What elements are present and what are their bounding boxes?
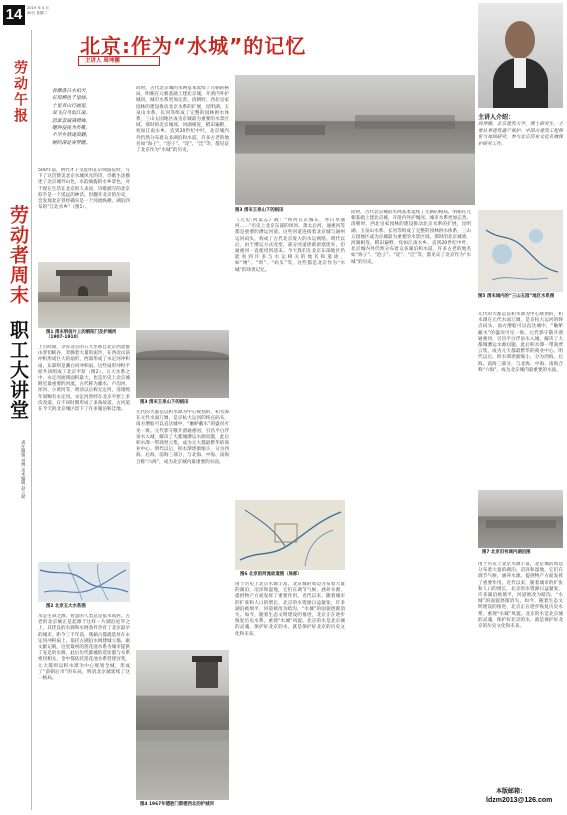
photo-3-caption: 图3 清末王泉山下的稻田	[140, 400, 189, 405]
page-number: 14	[5, 6, 23, 23]
section-name: 劳动者周末	[7, 205, 29, 305]
poem-line: 不尽乡情逐浪翻,	[52, 133, 88, 139]
editors: 责任编辑 刘博 美术编辑 赵立斌	[21, 440, 27, 499]
photo-7-three-hills-map	[478, 210, 563, 292]
paper-name: 劳动午报	[12, 60, 28, 124]
author-bio: 周坤鹏，北京建筑大学，博士研究生，主要从事建筑遗产保护、中国古建筑工程修复与加固研究。参与北京历史文化名城保护研究工作。	[478, 122, 563, 147]
photo-1-caption: 图1 清末明信片上的朝阳门及护城河（1907-1910）	[46, 330, 117, 341]
body-column-1: 上古时期，孕育北京的五大水系自北京西北群山穿切峡谷，奔腾着大量的泥沙，在西北山前冲积形成巨大的扇形，西部形成了永定河冲积扇，东部则是潮白河冲积扇，这些扇形冲积平原共同组成了北京平原（图2）。五大水系之中，永定河流域面积最大，也是历史上北京城附近最重要的河流。古代称为漯水、卢沟河、浑河、小黄河等，明清以后称无定河，清康熙年间赐名永定河。永定河曾经在北京平原上多次改道，在不同时期形成了多条故道，古河道在今天的北京城区留下了许多湖泊和洼地。	[38, 345, 130, 413]
photo-1-postcard	[38, 262, 130, 328]
body-column-8: 元代的大都是以积水潭为中心规划的，积水潭在元代水面辽阔，是京杭大运河的终点码头，南方漕船可以直达城中，“舳舻蔽水”的盛况可见一斑。元代郭守敬开凿通惠河，引昌平白浮泉水入城，解决了大都城漕运水源问题，此后积水潭一带商贾云集，成为元大都最繁华的商业中心。明代以后，积水潭逐渐缩小，分为西海、后海、前海三部分，与北海、中海、南海合称“六海”，成为北京城内最重要的水面。	[478, 312, 563, 373]
photo-6-caption: 图6 北京的河流故道图（局部）	[240, 572, 302, 577]
poem-line: 长堤柳色千里绿。	[52, 96, 91, 102]
photo-8-old-lake	[478, 490, 563, 548]
body-column-3: 同时，古代北京城的水网基本延续了元朝的格局。明朝在元朝基础上建北京城，开凿内外护城河，城市水系更加完善。清朝时，西北皇家园林的建设推动北京水系的扩展，昆明湖、玉泉山水系、长河等组成了完整的园林供水体系，三山五园地区成为京城最为重要的水景区域。那时的北京城郊，河湖相连，稻田遍野，宛如江南水乡。直到20世纪中叶，北京城内外仍然分布着众多湖泊和水道，许多古老的地名如“海子”、“泡子”、“淀”、“洼”等，都见证了北京作为“水城”的历史。	[136, 86, 229, 154]
poem-line: 曙钟侵夜为传歌,	[52, 126, 88, 132]
body-column-7: 同时，古代北京城的水网基本延续了元朝的格局。明朝在元朝基础上建北京城，开凿内外护城河，城市水系更加完善。清朝时，西北皇家园林的建设推动北京水系的扩展，昆明湖、玉泉山水系、长河等组成了完整的园林供水体系，三山五园地区成为京城最为重要的水景区域。那时的北京城郊，河湖相连，稻田遍野，宛如江南水乡。直到20世纪中叶，北京城内外仍然分布着众多湖泊和水道，许多古老的地名如“海子”、“泡子”、“淀”、“洼”等，都见证了北京作为“水城”的历史。	[351, 210, 471, 265]
poem-line: 思家忽涌满襟袖,	[52, 118, 88, 124]
poem-line: 双飞白鸟似江南。	[52, 111, 91, 117]
old-river-map-graphic	[235, 500, 345, 570]
river-map-graphic	[38, 562, 130, 602]
subsection-name: 职工大讲堂	[7, 320, 29, 420]
article-title: 北京:作为“水城”的记忆	[80, 34, 307, 58]
date-line: 2019年4月30日 星期二	[27, 6, 49, 15]
photo-7-caption: 图5 清末城内的“三山五园”地区水系图	[478, 294, 555, 299]
body-column-4: 元代的大都是以积水潭为中心规划的，积水潭在元代水面辽阔，是京杭大运河的终点码头，南方漕船可以直达城中，“舳舻蔽水”的盛况可见一斑。元代郭守敬开凿通惠河，引昌平白浮泉水入城，解决了大都城漕运水源问题，此后积水潭一带商贾云集，成为元大都最繁华的商业中心。明代以后，积水潭逐渐缩小，分为西海、后海、前海三部分，与北海、中海、南海合称“六海”，成为北京城内最重要的水面。	[136, 410, 229, 465]
photo-2-river-map	[38, 562, 130, 602]
photo-3-rice-field	[136, 330, 229, 398]
poem-line: 春潮落日水拍天,	[52, 89, 88, 94]
body-column-5: 《元史·河渠志》载：“坝河在京城东，亦曰阜通河……”历史上北京东部的坝河、萧太后河、通惠河等都是重要的漕运河道。这些河道连接着北京城与通州运河码头，构成了古代北京庞大的水运网络。明代以后，由于漕运方式改变，部分河道逐渐淤塞废弃，但通惠河一直使用到清末。今天我们在北京东部地区仍能看到许多与水运相关的地名和遗迹，如“闸”、“坝”、“码头”等，这些都是北京作为“水城”的珍贵记忆。	[235, 218, 345, 273]
intro-text: 500年前，明代才子文征明在京师游玩时，写下了这首赞美北京水城风光的诗，诗歌生动描述了北京城外山色、水韵旖旎的水乡景色。对于现在生活在北京的人来说，诗歌描写的北京似乎是一个遥远的神话。但翻开北京的历史，会发现北京曾经确实是一个河流纵横、湖泊四布的“江北水乡”（图1）。	[38, 168, 130, 211]
mailbox-label: 本版邮箱：	[496, 788, 527, 795]
poem	[46, 88, 126, 168]
mailbox-address[interactable]: ldzm2013@126.com	[486, 797, 553, 804]
author-bio-label: 主讲人介绍：	[478, 114, 515, 121]
body-column-2: 水是生命之源，智慧的人类总是依水而居。古老的北京城正是起源于这样一片湖泊星罗之上，其优良的水源和水网条件孕育了北京最早的城市。距今三千年前，燕蓟古都就选址在永定河冲积扇上，依托古湖泊水网建城立都。据文献记载，这里最初的莲花池水系为城市提供了充足的水源，此后历代都城的选址都与水系密切相关，金中都依托莲花池水系营建宫苑，元大都则以积水潭为中心规划全城，形成了“前朝后市”的布局，明清北京城延续了这一格局。	[38, 614, 130, 682]
poem-line: 婉约深处客梦醒。	[52, 140, 91, 146]
page-number-box	[3, 5, 25, 25]
body-column-6: 由于历史上北京水源丰富，北京城的周边分布着大量的湖泊、沼泽和湿地，它们在调节气候、涵养水源、提供物产方面发挥了重要作用。近代以来，随着城市的扩张和人口的增长，北京的水资源日益紧张，许多湖泊被填平，河道被改为暗沟，“水城”的面貌逐渐消失。如今，随着生态文明建设的推进，北京正在逐步恢复历史水系，重现“水城”风貌。北京的水是北京城的灵魂，保护好北京的水，就是保护好北京的历史文化和未来。	[235, 582, 345, 637]
photo-4-caption: 图4 1967年德胜门箭楼西北的护城河	[140, 802, 214, 807]
photo-4-moat	[136, 650, 229, 800]
photo-5-paddy-aerial	[235, 75, 475, 205]
photo-8-caption: 图7 北京旧有城内湖泊图	[482, 550, 531, 555]
speaker-label: 主讲人 周坤鹏	[85, 58, 120, 64]
photo-5-caption: 图3 清末王泉山下的稻田	[235, 208, 284, 213]
speaker-label-box	[78, 56, 160, 66]
left-divider	[31, 30, 32, 810]
photo-2-caption: 图2 北京五大水系图	[46, 604, 86, 609]
body-column-9: 由于历史上北京水源丰富，北京城的周边分布着大量的湖泊、沼泽和湿地，它们在调节气候、涵养水源、提供物产方面发挥了重要作用。近代以来，随着城市的扩张和人口的增长，北京的水资源日益紧张，许多湖泊被填平，河道被改为暗沟，“水城”的面貌逐渐消失。如今，随着生态文明建设的推进，北京正在逐步恢复历史水系，重现“水城”风貌。北京的水是北京城的灵魂，保护好北京的水，就是保护好北京的历史文化和未来。	[478, 562, 563, 630]
photo-6-river-map	[235, 500, 345, 570]
poem-line: 十里青山行画里,	[52, 103, 88, 109]
three-hills-map-graphic	[478, 210, 563, 292]
author-photo	[478, 3, 563, 108]
